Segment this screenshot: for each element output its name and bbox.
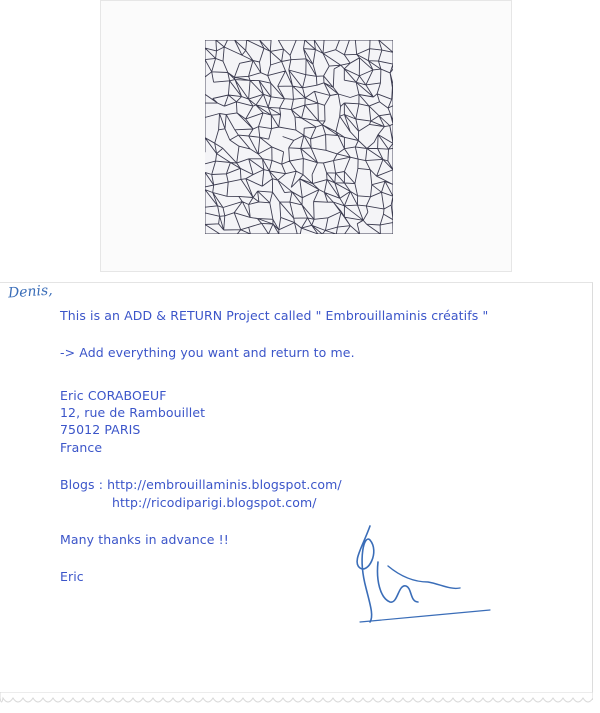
blogs-line: Blogs : http://embrouillaminis.blogspot.com/ (60, 477, 342, 492)
instruction-text: -> Add everything you want and return to me. (60, 345, 355, 360)
address-country: France (60, 440, 103, 455)
deckle-edge (0, 692, 593, 709)
signature (340, 518, 500, 632)
closing-name: Eric (60, 569, 84, 584)
blogs-line-second: http://ricodiparigi.blogspot.com/ (112, 495, 317, 510)
crackle-pattern-artwork (205, 40, 393, 234)
printed-dash-strip (130, 266, 510, 274)
address-city: 75012 PARIS (60, 422, 141, 437)
address-name: Eric CORABOEUF (60, 388, 167, 403)
intro-text: This is an ADD & RETURN Project called " Embrouillaminis créatifs " (60, 308, 489, 323)
address-street: 12, rue de Rambouillet (60, 405, 206, 420)
thanks-text: Many thanks in advance !! (60, 532, 229, 547)
handwritten-greeting: Denis, (7, 282, 54, 302)
